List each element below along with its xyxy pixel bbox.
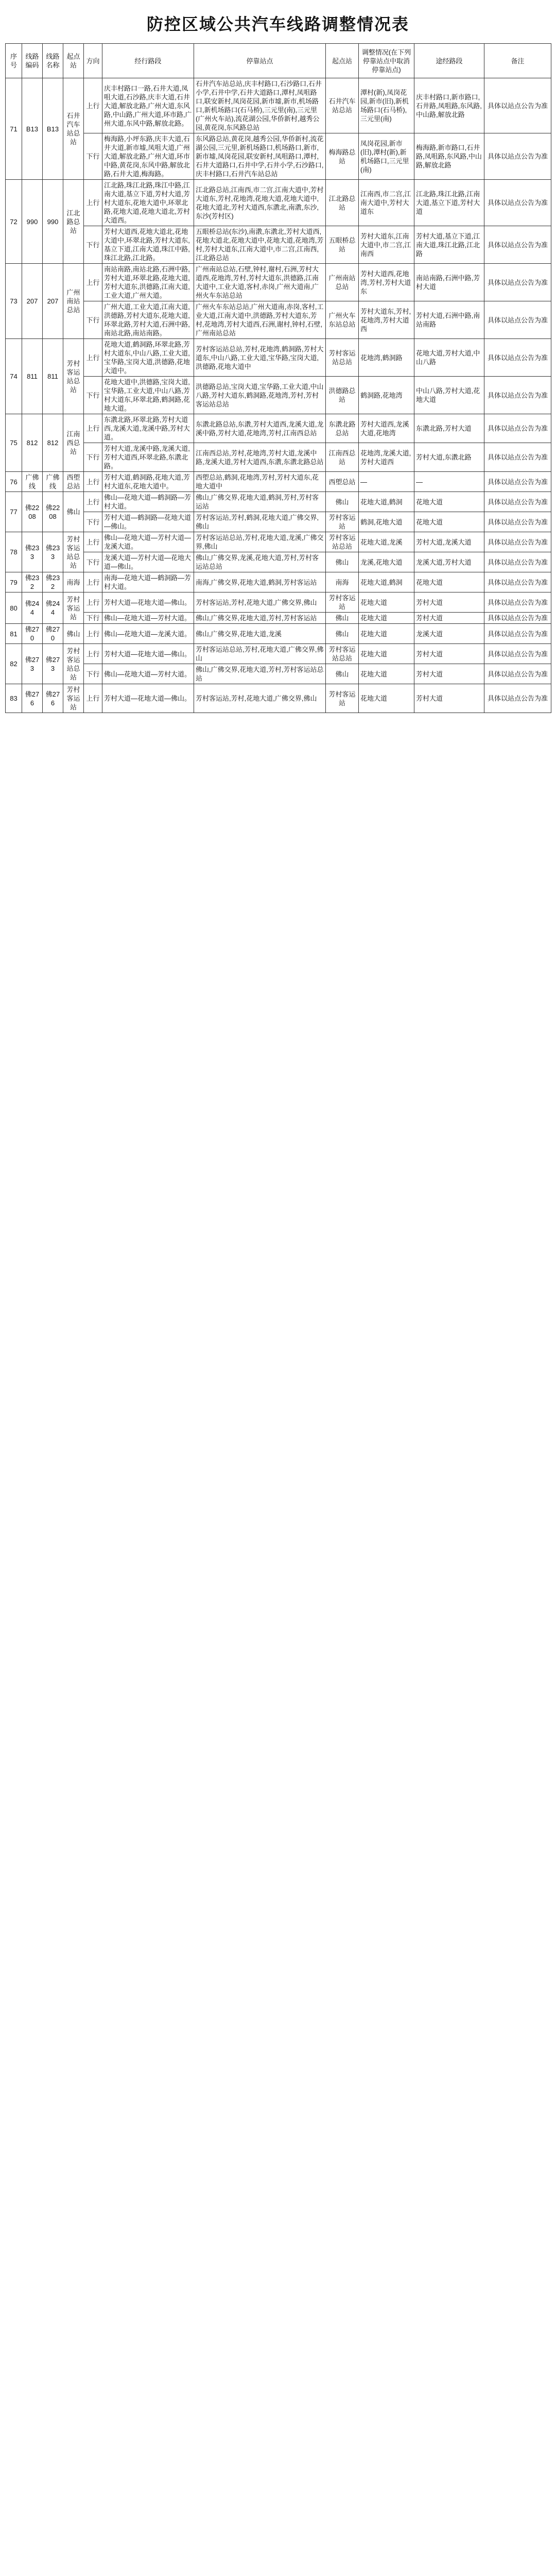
cell-route: 芳村大道,龙溪中路,龙溪大道,芳村大道西,环翠北路,东漖北路。 xyxy=(102,443,194,472)
cell-route: 花地大道中,洪德路,宝岗大道,宝华路,工业大道,中山八路,芳村大道东,环翠北路,鹤洞路,花地大道。 xyxy=(102,377,194,414)
cell-route: 芳村大道—花地大道—佛山。 xyxy=(102,644,194,664)
table-row xyxy=(6,592,551,613)
cell-cancel: 芳村大道西,花地湾,芳村,芳村大道东 xyxy=(359,264,414,301)
cell-stops: 芳村客运站总站,芳村,花地湾,鹤洞路,芳村大道东,中山八路,工业大道,宝华路,宝岗大道,洪德路,花地大道中 xyxy=(194,339,326,377)
cell-code: 广佛线 xyxy=(22,472,43,492)
cell-line: B13 xyxy=(43,78,63,180)
cell-remark: 具体以站点公告为准 xyxy=(484,301,551,339)
cell-seq: 74 xyxy=(6,339,22,414)
cell-cancel: 花地大道 xyxy=(359,624,414,644)
cell-terminal: 南海 xyxy=(326,572,359,592)
table-row xyxy=(6,664,551,684)
cell-stops: 江南西总站,芳村,花地湾,芳村大道,龙溪中路,龙溪大道,芳村大道西,东漖,东漖北路总站 xyxy=(194,443,326,472)
cell-direction: 上行 xyxy=(84,644,102,664)
cell-remark: 具体以站点公告为准 xyxy=(484,613,551,624)
cell-cancel: 花地大道 xyxy=(359,664,414,684)
cell-cancel: 芳村大道东,芳村,花地湾,芳村大道西 xyxy=(359,301,414,339)
cell-run: — xyxy=(414,472,484,492)
cell-route: 芳村大道,鹤洞路,花地大道,芳村大道东,花地大道中。 xyxy=(102,472,194,492)
cell-terminal: 佛山 xyxy=(326,492,359,512)
cell-route: 江北路,珠江北路,珠江中路,江南大道,基立下道,芳村大道,芳村大道东,花地大道中,环翠北路,花地大道,花地大道北,芳村大道西。 xyxy=(102,180,194,226)
cell-cancel: 芳村大道东,江南大道中,市二宫,江南西 xyxy=(359,226,414,264)
cell-direction: 下行 xyxy=(84,133,102,180)
cell-stops: 南海,广佛交界,花地大道,鹤洞,芳村客运站 xyxy=(194,572,326,592)
cell-cancel: 花地湾,龙溪大道,芳村大道西 xyxy=(359,443,414,472)
cell-run: 芳村大道,龙溪大道 xyxy=(414,532,484,552)
cell-route: 南站南路,南站北路,石洲中路,芳村大道,环翠北路,花地大道,芳村大道东,洪德路,江南大道,工业大道,广州大道。 xyxy=(102,264,194,301)
cell-stops: 芳村客运站,芳村,花地大道,广佛交界,佛山 xyxy=(194,592,326,613)
cell-terminal: 石井汽车站总站 xyxy=(326,78,359,133)
cell-run: 中山八路,芳村大道,花地大道 xyxy=(414,377,484,414)
header-start: 起点站 xyxy=(63,44,84,78)
table-row xyxy=(6,226,551,264)
cell-cancel: 花地大道,鹤洞 xyxy=(359,572,414,592)
cell-direction: 上行 xyxy=(84,624,102,644)
cell-direction: 上行 xyxy=(84,592,102,613)
cell-code: 佛2208 xyxy=(22,492,43,532)
cell-run: 芳村大道 xyxy=(414,684,484,713)
cell-start: 南海 xyxy=(63,572,84,592)
cell-code: 812 xyxy=(22,414,43,472)
table-row xyxy=(6,414,551,443)
header-terminal: 起点站 xyxy=(326,44,359,78)
cell-run: 龙溪大道 xyxy=(414,624,484,644)
cell-line: 990 xyxy=(43,180,63,264)
cell-route: 芳村大道西,花地大道北,花地大道中,环翠北路,芳村大道东,基立下道,江南大道,珠江中路,珠江北路,江北路。 xyxy=(102,226,194,264)
table-body xyxy=(6,78,551,713)
cell-direction: 上行 xyxy=(84,572,102,592)
cell-line: 佛244 xyxy=(43,592,63,624)
cell-cancel: 花地大道 xyxy=(359,592,414,613)
cell-route: 芳村大道—鹤洞路—花地大道—佛山。 xyxy=(102,512,194,532)
cell-cancel: 凤岗花园,新市(旧),潭村(新),新机场路口,三元里(南) xyxy=(359,133,414,180)
cell-direction: 下行 xyxy=(84,613,102,624)
cell-start: 石井汽车站总站 xyxy=(63,78,84,180)
cell-terminal: 芳村客运站 xyxy=(326,592,359,613)
table-row xyxy=(6,133,551,180)
cell-remark: 具体以站点公告为准 xyxy=(484,492,551,512)
cell-run: 梅海路,新市路口,石井路,凤咀路,东风路,中山路,解放北路 xyxy=(414,133,484,180)
cell-stops: 广州火车东站总站,广州大道南,赤岗,客村,工业大道,江南大道中,洪德路,芳村大道东,芳村,花地湾,芳村大道西,石洲,谢村,钟村,石壁,广州南站总站 xyxy=(194,301,326,339)
cell-cancel: 芳村大道西,龙溪大道,花地湾 xyxy=(359,414,414,443)
cell-terminal: 广州南站总站 xyxy=(326,264,359,301)
table-row xyxy=(6,443,551,472)
table-row xyxy=(6,552,551,572)
cell-direction: 上行 xyxy=(84,339,102,377)
cell-terminal: 芳村客运站 xyxy=(326,684,359,713)
cell-cancel: 花地大道 xyxy=(359,684,414,713)
table-row xyxy=(6,613,551,624)
cell-stops: 广州南站总站,石壁,钟村,谢村,石洲,芳村大道西,花地湾,芳村,芳村大道东,洪德路,江南大道中,工业大道,客村,赤岗,广州大道南,广州火车东站总站 xyxy=(194,264,326,301)
cell-stops: 佛山,广佛交界,花地大道,芳村,芳村客运站 xyxy=(194,613,326,624)
cell-stops: 佛山,广佛交界,龙溪,花地大道,芳村,芳村客运站总站 xyxy=(194,552,326,572)
cell-remark: 具体以站点公告为准 xyxy=(484,624,551,644)
cell-terminal: 佛山 xyxy=(326,552,359,572)
cell-start: 广州南站总站 xyxy=(63,264,84,339)
cell-remark: 具体以站点公告为准 xyxy=(484,377,551,414)
cell-line: 佛233 xyxy=(43,532,63,572)
cell-route: 佛山—花地大道—鹤洞路—芳村大道。 xyxy=(102,492,194,512)
cell-cancel: 潭村(新),凤岗花园,新市(旧),新机场路口(石马桥),三元里(南) xyxy=(359,78,414,133)
cell-route: 佛山—花地大道—龙溪大道。 xyxy=(102,624,194,644)
cell-stops: 芳村客运站总站,芳村,花地大道,龙溪,广佛交界,佛山 xyxy=(194,532,326,552)
cell-remark: 具体以站点公告为准 xyxy=(484,133,551,180)
cell-terminal: 佛山 xyxy=(326,613,359,624)
cell-remark: 具体以站点公告为准 xyxy=(484,664,551,684)
cell-run: 龙溪大道,芳村大道 xyxy=(414,552,484,572)
cell-remark: 具体以站点公告为准 xyxy=(484,443,551,472)
cell-run: 庆丰村路口,新市路口,石井路,凤咀路,东风路,中山路,解放北路 xyxy=(414,78,484,133)
cell-line: 佛2208 xyxy=(43,492,63,532)
cell-cancel: 花地大道 xyxy=(359,644,414,664)
cell-run: 芳村大道 xyxy=(414,644,484,664)
cell-code: 佛273 xyxy=(22,644,43,684)
table-row xyxy=(6,644,551,664)
cell-seq: 79 xyxy=(6,572,22,592)
cell-direction: 上行 xyxy=(84,472,102,492)
header-route: 经行路段 xyxy=(102,44,194,78)
cell-code: 811 xyxy=(22,339,43,414)
cell-code: B13 xyxy=(22,78,43,180)
table-header-row xyxy=(6,44,551,78)
cell-terminal: 芳村客运站总站 xyxy=(326,644,359,664)
cell-run: 芳村大道,基立下道,江南大道,珠江北路,江北路 xyxy=(414,226,484,264)
cell-terminal: 佛山 xyxy=(326,664,359,684)
cell-direction: 下行 xyxy=(84,226,102,264)
cell-route: 庆丰村路口一路,石井大道,凤咀大道,石沙路,庆丰大道,石井大道,解放北路,广州大道,东风路,中山路,广州大道,环市路,广州大道,东风中路,解放北路。 xyxy=(102,78,194,133)
cell-terminal: 芳村客运站总站 xyxy=(326,532,359,552)
cell-terminal: 洪德路总站 xyxy=(326,377,359,414)
cell-stops: 洪德路总站,宝岗大道,宝华路,工业大道,中山八路,芳村大道东,鹤洞路,花地湾,芳村,芳村客运站总站 xyxy=(194,377,326,414)
cell-stops: 芳村客运站,芳村,花地大道,广佛交界,佛山 xyxy=(194,684,326,713)
cell-code: 佛276 xyxy=(22,684,43,713)
cell-remark: 具体以站点公告为准 xyxy=(484,414,551,443)
cell-cancel: 江南西,市二宫,江南大道中,芳村大道东 xyxy=(359,180,414,226)
cell-seq: 77 xyxy=(6,492,22,532)
cell-direction: 下行 xyxy=(84,301,102,339)
cell-seq: 78 xyxy=(6,532,22,572)
cell-start: 江北路总站 xyxy=(63,180,84,264)
cell-line: 广佛线 xyxy=(43,472,63,492)
cell-route: 佛山—花地大道—芳村大道。 xyxy=(102,613,194,624)
cell-code: 佛232 xyxy=(22,572,43,592)
cell-direction: 下行 xyxy=(84,552,102,572)
cell-line: 佛276 xyxy=(43,684,63,713)
cell-run: 花地大道 xyxy=(414,572,484,592)
cell-terminal: 西塱总站 xyxy=(326,472,359,492)
header-run: 途经路段 xyxy=(414,44,484,78)
cell-line: 佛270 xyxy=(43,624,63,644)
table-row xyxy=(6,377,551,414)
cell-cancel: 花地大道,龙溪 xyxy=(359,532,414,552)
cell-terminal: 梅海路总站 xyxy=(326,133,359,180)
cell-code: 207 xyxy=(22,264,43,339)
cell-run: 花地大道,芳村大道,中山八路 xyxy=(414,339,484,377)
header-code: 线路编码 xyxy=(22,44,43,78)
cell-start: 芳村客运站总站 xyxy=(63,644,84,684)
cell-start: 佛山 xyxy=(63,624,84,644)
cell-stops: 芳村客运站总站,芳村,花地大道,广佛交界,佛山 xyxy=(194,644,326,664)
cell-direction: 下行 xyxy=(84,512,102,532)
cell-route: 东漖北路,环翠北路,芳村大道西,龙溪大道,龙溪中路,芳村大道。 xyxy=(102,414,194,443)
cell-seq: 72 xyxy=(6,180,22,264)
cell-seq: 71 xyxy=(6,78,22,180)
table-row xyxy=(6,180,551,226)
cell-seq: 73 xyxy=(6,264,22,339)
cell-start: 芳村客运站总站 xyxy=(63,339,84,414)
table-row xyxy=(6,78,551,133)
cell-code: 990 xyxy=(22,180,43,264)
cell-run: 南站南路,石洲中路,芳村大道 xyxy=(414,264,484,301)
header-stops: 停靠站点 xyxy=(194,44,326,78)
cell-cancel: 花地湾,鹤洞路 xyxy=(359,339,414,377)
cell-seq: 81 xyxy=(6,624,22,644)
header-unstop: 调整情况(在下列停靠站点中取消停靠站点) xyxy=(359,44,414,78)
cell-remark: 具体以站点公告为准 xyxy=(484,644,551,664)
cell-terminal: 五眼桥总站 xyxy=(326,226,359,264)
cell-remark: 具体以站点公告为准 xyxy=(484,592,551,613)
table-row xyxy=(6,264,551,301)
cell-remark: 具体以站点公告为准 xyxy=(484,180,551,226)
cell-stops: 五眼桥总站(东沙),南漖,东漖北,芳村大道西,花地大道北,花地大道中,花地大道,花地湾,芳村,芳村大道东,江南大道中,市二宫,江南西,江北路总站 xyxy=(194,226,326,264)
cell-run: 芳村大道,石洲中路,南站南路 xyxy=(414,301,484,339)
cell-route: 花地大道,鹤洞路,环翠北路,芳村大道东,中山八路,工业大道,宝华路,宝岗大道,洪德路,花地大道中。 xyxy=(102,339,194,377)
cell-stops: 石井汽车站总站,庆丰村路口,石沙路口,石井小学,石井中学,石井大道路口,潭村,凤咀路口,联安新村,凤岗花园,新市墟,新市,机场路口,新机场路口(石马桥),三元里(南),三元里(广州火车站),流花湖公园,华侨新村,越秀公园,黄花岗,东风路总站 xyxy=(194,78,326,133)
cell-route: 佛山—花地大道—芳村大道—龙溪大道。 xyxy=(102,532,194,552)
cell-remark: 具体以站点公告为准 xyxy=(484,226,551,264)
header-direction: 方向 xyxy=(84,44,102,78)
cell-code: 佛270 xyxy=(22,624,43,644)
table-row xyxy=(6,492,551,512)
cell-route: 佛山—花地大道—芳村大道。 xyxy=(102,664,194,684)
cell-stops: 江北路总站,江南西,市二宫,江南大道中,芳村大道东,芳村,花地湾,花地大道,花地大道中,花地大道北,芳村大道西,东漖北,南漖,东沙,东沙(芳村区) xyxy=(194,180,326,226)
table-row xyxy=(6,301,551,339)
table-row xyxy=(6,572,551,592)
cell-remark: 具体以站点公告为准 xyxy=(484,512,551,532)
cell-seq: 83 xyxy=(6,684,22,713)
cell-terminal: 广州火车东站总站 xyxy=(326,301,359,339)
cell-direction: 上行 xyxy=(84,532,102,552)
header-seq: 序号 xyxy=(6,44,22,78)
cell-direction: 上行 xyxy=(84,684,102,713)
cell-start: 江南西总站 xyxy=(63,414,84,472)
cell-cancel: 花地大道 xyxy=(359,613,414,624)
cell-direction: 上行 xyxy=(84,78,102,133)
cell-cancel: 鹤洞,花地大道 xyxy=(359,512,414,532)
cell-route: 梅海路,小坪东路,庆丰大道,石井大道,新市墟,凤咀大道,广州大道,解放北路,广州大道,环市中路,黄花岗,东风中路,解放北路,石井大道,梅海路。 xyxy=(102,133,194,180)
cell-line: 811 xyxy=(43,339,63,414)
cell-cancel: 花地大道,鹤洞 xyxy=(359,492,414,512)
cell-seq: 80 xyxy=(6,592,22,624)
table-row xyxy=(6,339,551,377)
cell-code: 佛233 xyxy=(22,532,43,572)
cell-cancel: 鹤洞路,花地湾 xyxy=(359,377,414,414)
cell-remark: 具体以站点公告为准 xyxy=(484,339,551,377)
cell-terminal: 江北路总站 xyxy=(326,180,359,226)
cell-line: 佛232 xyxy=(43,572,63,592)
cell-stops: 佛山,广佛交界,花地大道,鹤洞,芳村,芳村客运站 xyxy=(194,492,326,512)
cell-start: 佛山 xyxy=(63,492,84,532)
cell-stops: 佛山,广佛交界,花地大道,龙溪 xyxy=(194,624,326,644)
cell-stops: 佛山,广佛交界,花地大道,芳村,芳村客运站总站 xyxy=(194,664,326,684)
cell-direction: 上行 xyxy=(84,180,102,226)
cell-stops: 芳村客运站,芳村,鹤洞,花地大道,广佛交界,佛山 xyxy=(194,512,326,532)
cell-remark: 具体以站点公告为准 xyxy=(484,552,551,572)
cell-remark: 具体以站点公告为准 xyxy=(484,264,551,301)
table-row xyxy=(6,684,551,713)
cell-line: 佛273 xyxy=(43,644,63,684)
cell-terminal: 芳村客运站 xyxy=(326,512,359,532)
cell-stops: 东风路总站,黄花岗,越秀公园,华侨新村,流花湖公园,三元里,新机场路口,机场路口,新市,新市墟,凤岗花园,联安新村,凤咀路口,潭村,石井大道路口,石井中学,石井小学,石沙路口,庆丰村路口,石井汽车站总站 xyxy=(194,133,326,180)
cell-route: 芳村大道—花地大道—佛山。 xyxy=(102,684,194,713)
table-row xyxy=(6,624,551,644)
cell-terminal: 东漖北路总站 xyxy=(326,414,359,443)
cell-seq: 75 xyxy=(6,414,22,472)
page-title: 防控区域公共汽车线路调整情况表 xyxy=(146,14,409,34)
cell-start: 西塱总站 xyxy=(63,472,84,492)
cell-direction: 上行 xyxy=(84,492,102,512)
cell-run: 芳村大道,东漖北路 xyxy=(414,443,484,472)
cell-run: 花地大道 xyxy=(414,492,484,512)
cell-start: 芳村客运站 xyxy=(63,684,84,713)
cell-cancel: — xyxy=(359,472,414,492)
cell-remark: 具体以站点公告为准 xyxy=(484,472,551,492)
header-remark: 备注 xyxy=(484,44,551,78)
cell-remark: 具体以站点公告为准 xyxy=(484,532,551,552)
cell-terminal: 佛山 xyxy=(326,624,359,644)
cell-start: 芳村客运站 xyxy=(63,592,84,624)
cell-terminal: 芳村客运站总站 xyxy=(326,339,359,377)
cell-direction: 上行 xyxy=(84,414,102,443)
table-row xyxy=(6,532,551,552)
cell-run: 东漖北路,芳村大道 xyxy=(414,414,484,443)
cell-route: 南海—花地大道—鹤洞路—芳村大道。 xyxy=(102,572,194,592)
cell-run: 花地大道 xyxy=(414,512,484,532)
header-line: 线路名称 xyxy=(43,44,63,78)
cell-remark: 具体以站点公告为准 xyxy=(484,684,551,713)
cell-remark: 具体以站点公告为准 xyxy=(484,78,551,133)
cell-cancel: 龙溪,花地大道 xyxy=(359,552,414,572)
cell-direction: 下行 xyxy=(84,377,102,414)
cell-line: 812 xyxy=(43,414,63,472)
cell-direction: 上行 xyxy=(84,264,102,301)
cell-stops: 东漖北路总站,东漖,芳村大道西,龙溪大道,龙溪中路,芳村大道,花地湾,芳村,江南西总站 xyxy=(194,414,326,443)
cell-line: 207 xyxy=(43,264,63,339)
cell-route: 广州大道,工业大道,江南大道,洪德路,芳村大道东,花地大道,环翠北路,芳村大道,石洲中路,南站北路,南站南路。 xyxy=(102,301,194,339)
route-adjustment-table xyxy=(5,43,551,713)
cell-seq: 82 xyxy=(6,644,22,684)
cell-route: 龙溪大道—芳村大道—花地大道—佛山。 xyxy=(102,552,194,572)
cell-run: 江北路,珠江北路,江南大道,基立下道,芳村大道 xyxy=(414,180,484,226)
cell-start: 芳村客运站总站 xyxy=(63,532,84,572)
cell-run: 芳村大道 xyxy=(414,613,484,624)
cell-run: 芳村大道 xyxy=(414,664,484,684)
cell-run: 芳村大道 xyxy=(414,592,484,613)
cell-direction: 下行 xyxy=(84,443,102,472)
table-row xyxy=(6,512,551,532)
cell-direction: 下行 xyxy=(84,664,102,684)
table-row xyxy=(6,472,551,492)
cell-remark: 具体以站点公告为准 xyxy=(484,572,551,592)
cell-stops: 西塱总站,鹤洞,花地湾,芳村,芳村大道东,花地大道中 xyxy=(194,472,326,492)
cell-seq: 76 xyxy=(6,472,22,492)
cell-route: 芳村大道—花地大道—佛山。 xyxy=(102,592,194,613)
cell-code: 佛244 xyxy=(22,592,43,624)
cell-terminal: 江南西总站 xyxy=(326,443,359,472)
